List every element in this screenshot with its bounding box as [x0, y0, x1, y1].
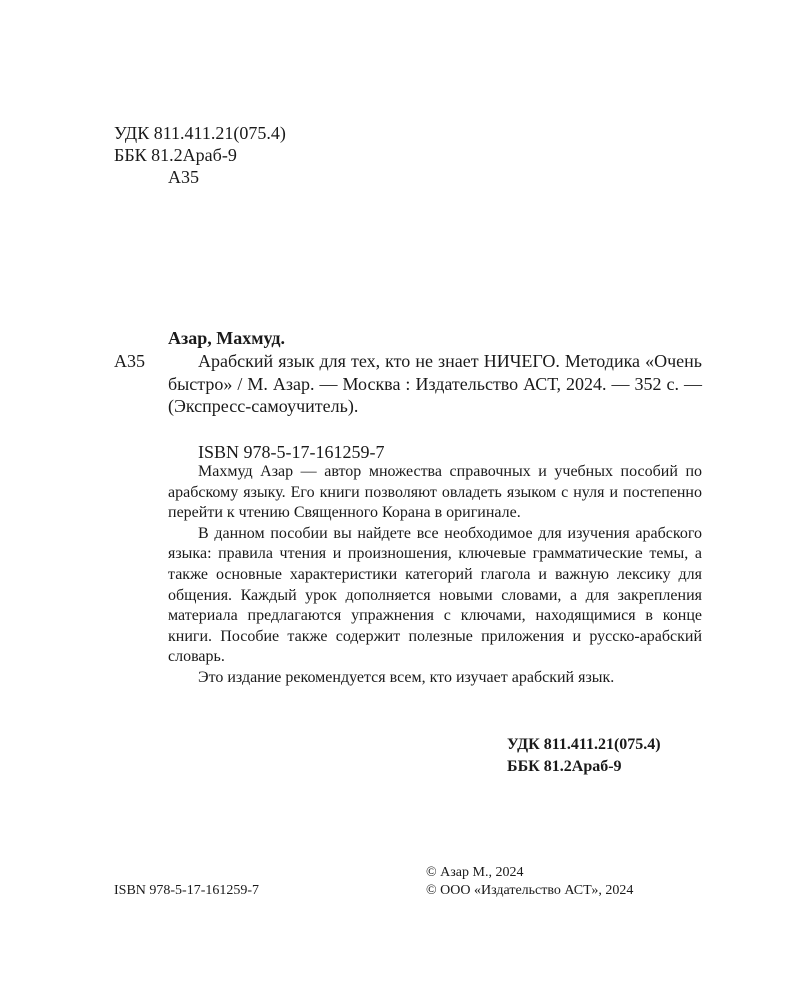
- annotation: [168, 462, 702, 689]
- annotation-paragraph: В данном пособии вы найдете все необходимое для изучения арабского языка: правила чтения и произношения, ключевые грамматические темы, а также основные характеристики категорий глагола и важную лексику для общения. Каждый урок дополняется новыми словами, а для закрепления материала предлагаются упражнения с ключами, находящимися в конце книги. Пособие также содержит полезные приложения и русско-арабский словарь.: [168, 524, 702, 666]
- author-name: Азар, Махмуд.: [168, 328, 285, 348]
- classification-codes-bottom: [507, 734, 661, 778]
- author-mark: А35: [168, 167, 199, 187]
- bbk-code-bottom: ББК 81.2Араб-9: [507, 758, 622, 775]
- copyright-block: [426, 864, 633, 900]
- copyright-author: © Азар М., 2024: [426, 865, 524, 880]
- bibliographic-description: Арабский язык для тех, кто не знает НИЧЕГО. Методика «Очень быстро» / М. Азар. — Москва : Издательство АСТ, 2024. — 352 с. — (Экспресс-самоучитель).: [168, 351, 702, 416]
- author-mark-record: А35: [114, 351, 145, 371]
- annotation-paragraph: Махмуд Азар — автор множества справочных и учебных пособий по арабскому языку. Его книги позволяют овладеть языком с нуля и постепенно перейти к чтению Священного Корана в оригинале.: [168, 463, 702, 522]
- annotation-paragraph: Это издание рекомендуется всем, кто изучает арабский язык.: [198, 668, 615, 686]
- bbk-code: ББК 81.2Араб-9: [114, 145, 237, 165]
- copyright-publisher: © ООО «Издательство АСТ», 2024: [426, 883, 634, 898]
- isbn-record: ISBN 978-5-17-161259-7: [198, 442, 385, 462]
- udk-code: УДК 811.411.21(075.4): [114, 123, 286, 143]
- classification-codes-top: [114, 122, 286, 188]
- udk-code-bottom: УДК 811.411.21(075.4): [507, 736, 661, 753]
- isbn-footer: ISBN 978-5-17-161259-7: [114, 883, 260, 898]
